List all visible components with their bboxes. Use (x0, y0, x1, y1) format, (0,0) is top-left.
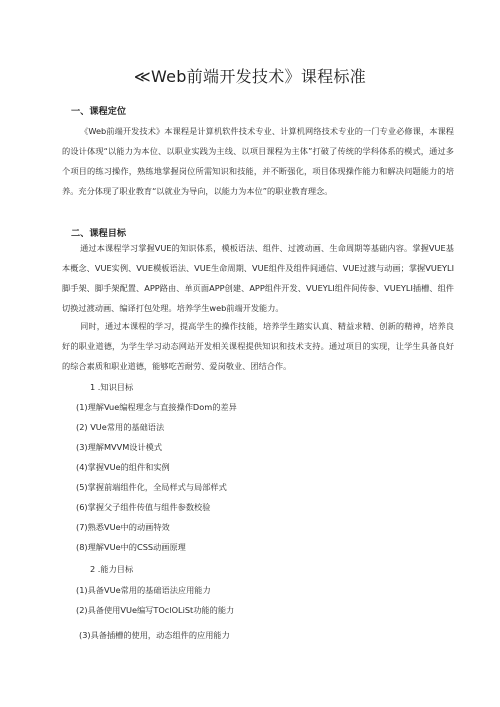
course-objectives-text-2: 同时，通过本课程的学习，提高学生的操作技能，培养学生踏实认真、精益求精、创新的精神，培养良好的职业道德，为学生学习动态网站开发相关课程提供知识和技术支持。通过项目的实现，让学生具备良好的综合素质和职业道德，能够吃苦耐劳、爱岗敬业、团结合作。 (62, 321, 454, 371)
knowledge-item: (2) VUe常用的基础语法 (76, 422, 165, 432)
knowledge-item: (1)理解Vue编程理念与直接操作Dom的差异 (76, 402, 237, 412)
knowledge-item: (5)掌握前端组件化，全局样式与局部样式 (76, 482, 227, 492)
knowledge-objectives-heading: 1 .知识目标 (90, 382, 134, 392)
course-objectives-paragraph-1 (62, 238, 454, 318)
ability-item: (1)具备VUe常用的基础语法应用能力 (76, 585, 211, 595)
course-objectives-text-1: 通过本课程学习掌握VUE的知识体系，模板语法、组件、过渡动画、生命周期等基础内容。掌握VUE基本概念、VUE实例、VUE模板语法、VUE生命周期、VUE组件及组件间通信、VUE过渡与动画；掌握VUEYLI脚手架、脚手架配置、APP路由、单页面APP创建、APP组件开发、VUEYLI组件间传参、VUEYLI插槽、组件切换过渡动画、编译打包处理。培养学生web前端开发能力。 (62, 243, 454, 313)
course-positioning-paragraph (62, 121, 454, 201)
knowledge-item: (3)理解MVVM设计模式 (76, 442, 163, 452)
section-heading-course-objectives: 二、课程目标 (71, 228, 127, 239)
course-positioning-text: 《Web前端开发技术》本课程是计算机软件技术专业、计算机网络技术专业的一门专业必修课，本课程的设计体现“以能力为本位、以职业实践为主线、以项目课程为主体”打破了传统的学科体系的模式，通过多个项目的练习操作，熟练地掌握岗位所需知识和技能，并不断强化，项目体现操作能力和解决问题能力的培养。充分体现了职业教育“以就业为导向，以能力为本位”的职业教育理念。 (62, 126, 454, 196)
ability-objectives-heading: 2 .能力目标 (90, 564, 134, 574)
knowledge-item: (6)掌握父子组件传值与组件参数校验 (76, 502, 211, 512)
ability-item: (3)具备插槽的使用，动态组件的应用能力 (79, 630, 230, 640)
knowledge-item: (4)掌握VUe的组件和实例 (76, 462, 170, 472)
ability-item: (2)具备使用VUe编写TOclOLiSt功能的能力 (76, 605, 235, 615)
knowledge-item: (7)熟悉VUe中的动画特效 (76, 522, 170, 532)
course-objectives-paragraph-2 (62, 316, 454, 376)
document-title: ≪Web前端开发技术》课程标准 (133, 67, 367, 86)
section-heading-course-positioning: 一、课程定位 (71, 106, 127, 117)
knowledge-item: (8)理解VUe中的CSS动画原理 (76, 542, 186, 552)
